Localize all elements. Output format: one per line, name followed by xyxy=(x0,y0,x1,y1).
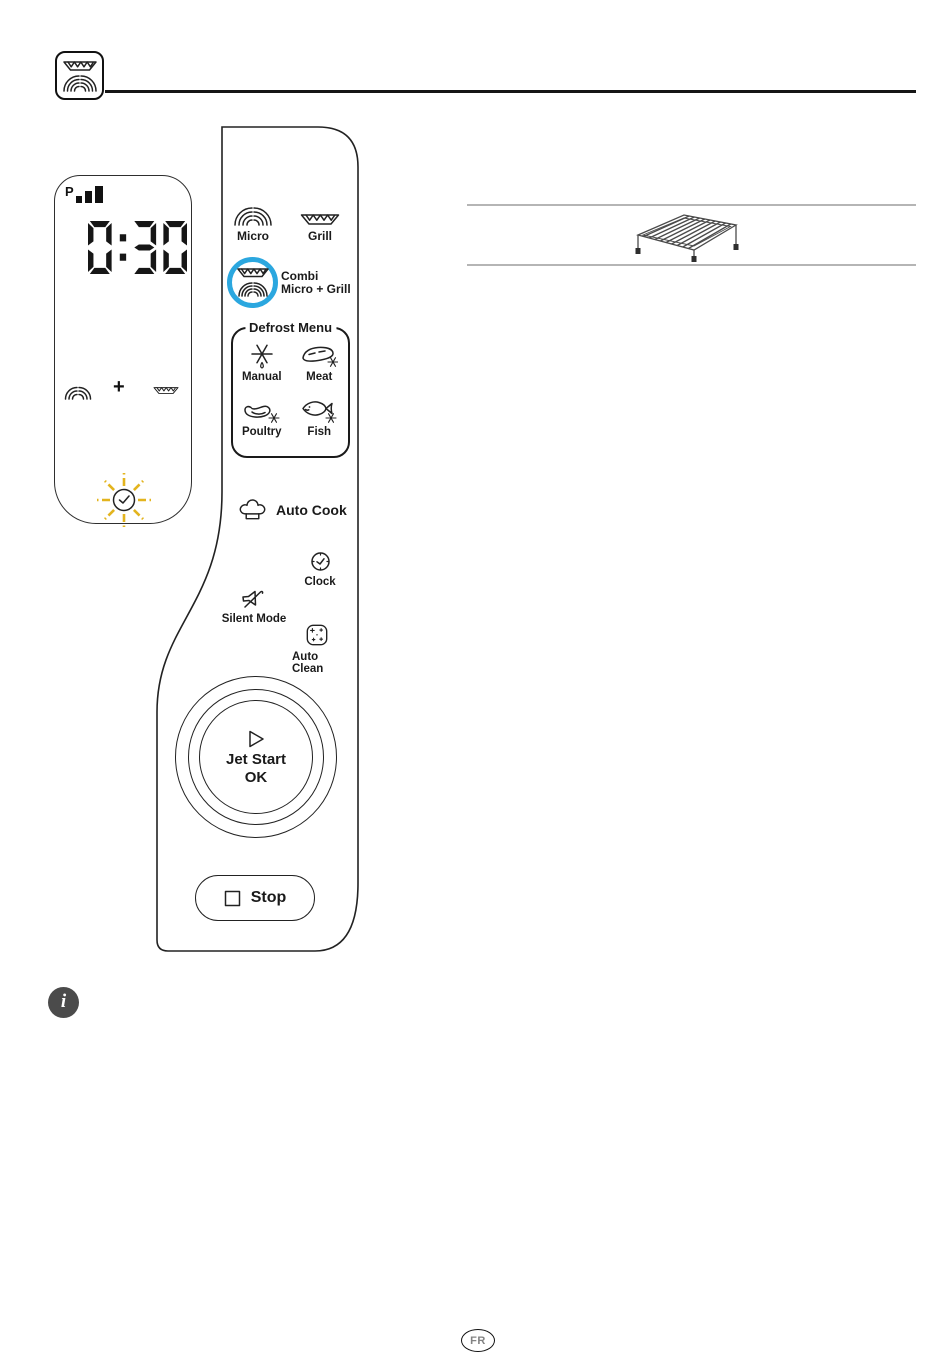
snowflake-drop-icon xyxy=(249,341,275,371)
power-level-indicator xyxy=(65,184,105,210)
meat-snowflake-icon xyxy=(301,341,338,371)
chef-hat-icon xyxy=(238,496,267,523)
defrost-meat-button[interactable] xyxy=(291,341,349,383)
microwave-waves-icon xyxy=(63,382,93,400)
defrost-meat-label: Meat xyxy=(306,371,333,383)
stop-label: Stop xyxy=(250,889,287,906)
accessory-row-bottom-rule xyxy=(467,264,916,266)
power-bar-1 xyxy=(76,196,82,203)
language-code: FR xyxy=(470,1334,486,1347)
auto-clean-button[interactable] xyxy=(292,623,342,675)
defrost-fish-button[interactable] xyxy=(291,396,349,438)
defrost-manual-label: Manual xyxy=(241,371,282,383)
info-icon xyxy=(48,987,79,1018)
combi-button[interactable] xyxy=(227,257,278,308)
power-p-label: P xyxy=(65,184,74,199)
micro-button[interactable] xyxy=(224,202,282,243)
power-bar-3 xyxy=(95,186,103,203)
microwave-waves-icon xyxy=(233,202,273,226)
grill-button[interactable] xyxy=(292,202,348,243)
plus-sign: + xyxy=(113,376,125,398)
auto-cook-label: Auto Cook xyxy=(276,501,347,518)
auto-clean-sparkles-icon xyxy=(305,623,329,647)
stop-button[interactable] xyxy=(195,875,315,921)
fish-snowflake-icon xyxy=(301,396,337,426)
jet-start-label: Jet Start xyxy=(225,751,287,768)
clock-icon xyxy=(310,551,331,572)
grill-label: Grill xyxy=(307,229,332,243)
defrost-menu-title: Defrost Menu xyxy=(245,320,336,335)
power-bar-2 xyxy=(85,191,92,203)
auto-cook-button[interactable] xyxy=(238,496,347,523)
blinking-clock-icon xyxy=(96,472,152,528)
grill-icon xyxy=(300,202,340,226)
defrost-poultry-label: Poultry xyxy=(241,426,282,438)
auto-clean-label: Auto Clean xyxy=(292,651,324,675)
clock-button[interactable] xyxy=(299,551,341,588)
stop-square-icon xyxy=(224,890,241,907)
clock-label: Clock xyxy=(304,576,336,588)
defrost-menu-group xyxy=(231,320,350,458)
language-badge xyxy=(461,1329,495,1352)
header-rule xyxy=(105,90,916,93)
combi-label xyxy=(281,270,351,296)
combi-micro-grill-icon xyxy=(55,51,104,100)
info-letter: i xyxy=(60,991,67,1012)
play-icon xyxy=(246,728,266,750)
defrost-fish-label: Fish xyxy=(307,426,332,438)
combi-micro-grill-icon xyxy=(236,267,270,299)
defrost-manual-button[interactable] xyxy=(233,341,291,383)
micro-label: Micro xyxy=(236,229,269,243)
muted-speaker-icon xyxy=(240,588,268,611)
accessory-row-top-rule xyxy=(467,204,916,206)
combi-label-line1: Combi xyxy=(281,269,319,283)
defrost-poultry-button[interactable] xyxy=(233,396,291,438)
poultry-snowflake-icon xyxy=(243,396,280,426)
jet-start-ok-label: OK xyxy=(244,769,268,786)
silent-mode-label: Silent Mode xyxy=(221,613,287,625)
combi-label-line2: Micro + Grill xyxy=(281,282,351,296)
silent-mode-button[interactable] xyxy=(220,588,288,625)
jet-start-button[interactable] xyxy=(199,700,313,814)
wire-rack-image xyxy=(634,210,742,262)
